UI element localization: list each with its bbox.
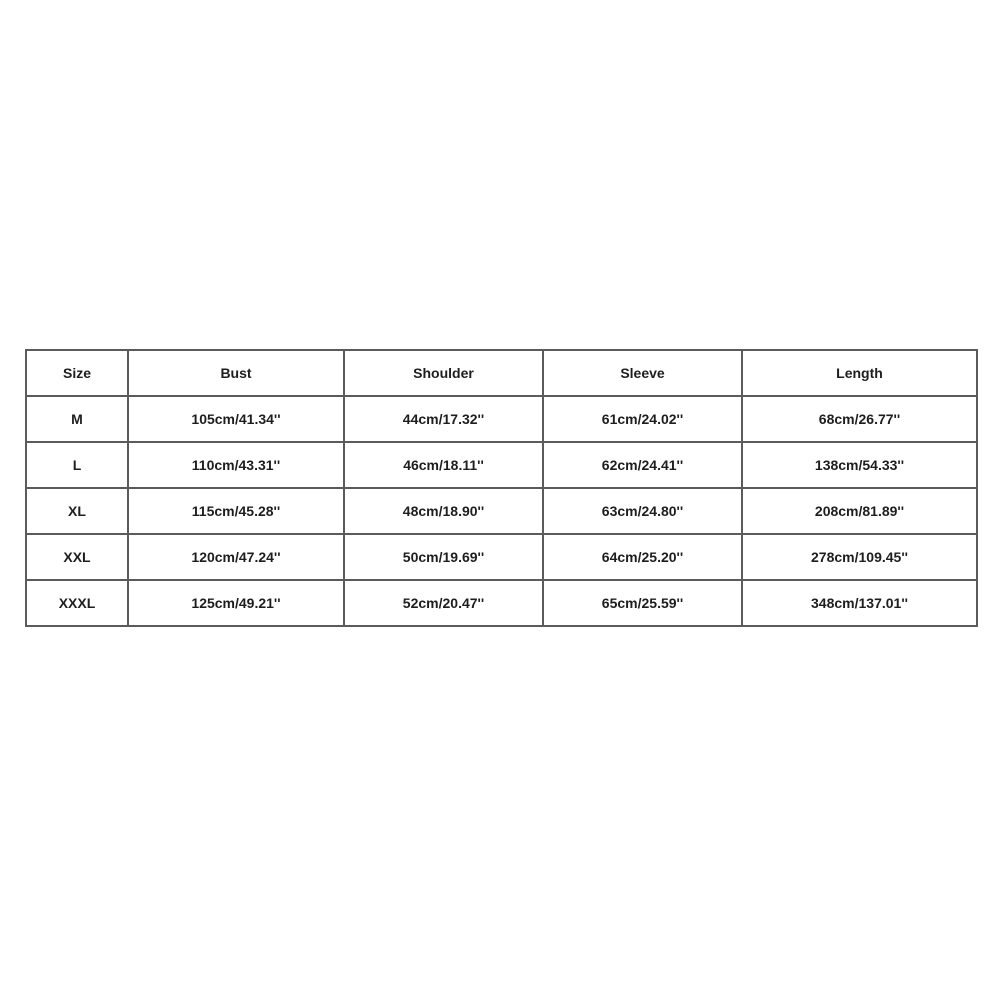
table-row — [26, 580, 977, 626]
header-row — [26, 350, 977, 396]
cell-length: 348cm/137.01'' — [742, 580, 977, 626]
cell-size: XXL — [26, 534, 128, 580]
header-shoulder: Shoulder — [344, 350, 543, 396]
cell-size: L — [26, 442, 128, 488]
size-chart-table — [25, 349, 978, 627]
cell-shoulder: 44cm/17.32'' — [344, 396, 543, 442]
cell-size: XXXL — [26, 580, 128, 626]
table-row — [26, 488, 977, 534]
cell-length: 208cm/81.89'' — [742, 488, 977, 534]
cell-sleeve: 64cm/25.20'' — [543, 534, 742, 580]
header-size: Size — [26, 350, 128, 396]
cell-length: 138cm/54.33'' — [742, 442, 977, 488]
cell-sleeve: 63cm/24.80'' — [543, 488, 742, 534]
cell-shoulder: 50cm/19.69'' — [344, 534, 543, 580]
table-row — [26, 442, 977, 488]
cell-sleeve: 65cm/25.59'' — [543, 580, 742, 626]
cell-bust: 115cm/45.28'' — [128, 488, 344, 534]
cell-sleeve: 62cm/24.41'' — [543, 442, 742, 488]
cell-size: XL — [26, 488, 128, 534]
header-sleeve: Sleeve — [543, 350, 742, 396]
cell-bust: 110cm/43.31'' — [128, 442, 344, 488]
header-length: Length — [742, 350, 977, 396]
table-row — [26, 396, 977, 442]
cell-size: M — [26, 396, 128, 442]
cell-shoulder: 52cm/20.47'' — [344, 580, 543, 626]
cell-bust: 105cm/41.34'' — [128, 396, 344, 442]
cell-bust: 120cm/47.24'' — [128, 534, 344, 580]
cell-sleeve: 61cm/24.02'' — [543, 396, 742, 442]
cell-length: 278cm/109.45'' — [742, 534, 977, 580]
header-bust: Bust — [128, 350, 344, 396]
cell-bust: 125cm/49.21'' — [128, 580, 344, 626]
cell-shoulder: 46cm/18.11'' — [344, 442, 543, 488]
cell-shoulder: 48cm/18.90'' — [344, 488, 543, 534]
table-row — [26, 534, 977, 580]
cell-length: 68cm/26.77'' — [742, 396, 977, 442]
